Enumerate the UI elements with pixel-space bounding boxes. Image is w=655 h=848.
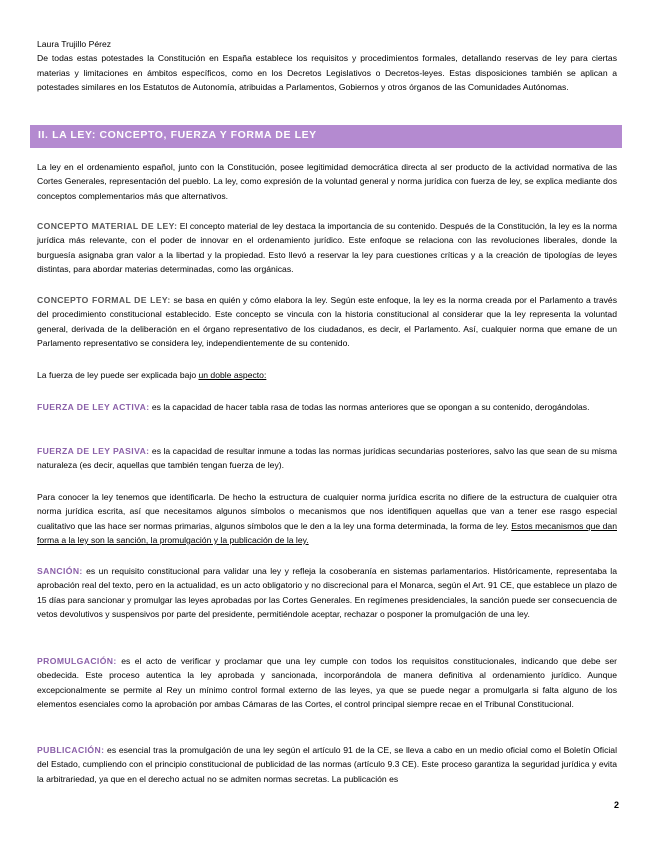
activa-block bbox=[37, 400, 617, 414]
promulgacion-text: es el acto de verificar y proclamar que una ley cumple con todos los requisitos constitucionales, indicando que debe ser obedecida. Este proceso autentica la ley aprobada y sancionada, incorporándola de manera definitiva al ordenamiento jurídico. Aunque excepcionalmente se permite al Rey un mínimo control formal externo de las leyes, ya que se puede negar a promulgarla si falta alguno de los elementos esenciales como la aprobación por ambas Cámaras de las Cortes, el control principal siempre recae en el Tribunal Constitucional. bbox=[37, 656, 617, 709]
activa-term: FUERZA DE LEY ACTIVA: bbox=[37, 402, 150, 412]
section-title: II. LA LEY: CONCEPTO, FUERZA Y FORMA DE LEY bbox=[38, 129, 317, 141]
material-term: CONCEPTO MATERIAL DE LEY: bbox=[37, 221, 178, 231]
pasiva-text: es la capacidad de resultar inmune a todas las normas jurídicas secundarias posteriores, salvo las que sean de su misma naturaleza (es decir, aquellas que también tengan fuerza de ley). bbox=[37, 446, 617, 471]
formal-text: se basa en quién y cómo elabora la ley. Según este enfoque, la ley es la norma creada por el Parlamento a través del procedimiento constitucional establecido. Este concepto se vincula con la historia constitucional al considerar que la ley representa la voluntad general, derivada de la deliberación en el órgano representativo de los ciudadanos, es decir, el Parlamento. Así, cualquier norma que emane de un Parlamento representativo se considera ley, independientemente de su contenido. bbox=[37, 295, 617, 348]
publicacion-paragraph bbox=[37, 743, 617, 786]
pasiva-paragraph bbox=[37, 444, 617, 473]
pasiva-term: FUERZA DE LEY PASIVA: bbox=[37, 446, 150, 456]
pasiva-block bbox=[37, 444, 617, 473]
promulgacion-paragraph bbox=[37, 654, 617, 711]
activa-text: es la capacidad de hacer tabla rasa de todas las normas anteriores que se opongan a su contenido, derogándolas. bbox=[149, 402, 590, 412]
author-name: Laura Trujillo Pérez bbox=[37, 39, 112, 49]
promulgacion-term: PROMULGACIÓN: bbox=[37, 656, 117, 666]
material-block bbox=[37, 219, 617, 276]
formal-term: CONCEPTO FORMAL DE LEY: bbox=[37, 295, 171, 305]
page-number: 2 bbox=[613, 800, 619, 810]
sancion-block bbox=[37, 564, 617, 621]
publicacion-term: PUBLICACIÓN: bbox=[37, 745, 105, 755]
promulgacion-block bbox=[37, 654, 617, 711]
material-paragraph bbox=[37, 219, 617, 276]
activa-paragraph bbox=[37, 400, 617, 414]
section-banner bbox=[30, 125, 622, 148]
fuerza-intro-text: La fuerza de ley puede ser explicada bajo bbox=[37, 370, 199, 380]
forma-block bbox=[37, 490, 617, 547]
forma-paragraph bbox=[37, 490, 617, 547]
formal-block bbox=[37, 293, 617, 350]
sancion-term: SANCIÓN: bbox=[37, 566, 83, 576]
fuerza-intro bbox=[37, 368, 617, 382]
publicacion-block bbox=[37, 743, 617, 786]
material-text: El concepto material de ley destaca la importancia de su contenido. Después de la Constitución, la ley es la norma jurídica más relevante, con el poder de innovar en el ordenamiento jurídico. Este enfoque se relaciona con las revoluciones liberales, donde la burguesía asignaba gran valor a la libertad y la propiedad. Esto llevó a reservar la ley para cuestiones críticas y a la creación de tipologías de leyes distintas, para abordar materias determinadas, como las orgánicas. bbox=[37, 221, 617, 274]
ley-paragraph: La ley en el ordenamiento español, junto con la Constitución, posee legitimidad democrática directa al ser producto de la actividad normativa de las Cortes Generales, representación del pueblo. La ley, como expresión de la voluntad general y norma jurídica con fuerza de ley, se explica mediante dos conceptos complementarios más que alternativos. bbox=[37, 162, 617, 201]
intro-paragraph: De todas estas potestades la Constitución en España establece los requisitos y procedimientos formales, detallando reservas de ley para ciertas materias y limitaciones en ámbitos específicos, como en los Decretos Legislativos o Decretos-leyes. Estas disposiciones también se aplican a potestades similares en los Estatutos de Autonomía, atribuidas a Parlamentos, Gobiernos y otros órganos de las Comunidades Autónomas. bbox=[37, 53, 617, 92]
formal-paragraph bbox=[37, 293, 617, 350]
header-block bbox=[37, 37, 617, 94]
fuerza-intro-block bbox=[37, 368, 617, 382]
forma-text: Para conocer la ley tenemos que identificarla. De hecho la estructura de cualquier norma jurídica escrita no difiere de la estructura de cualquier otra norma jurídica escrita, así que necesitamos algunos símbolos o mecanismos que nos identifiquen aquellas que van a tener ese rasgo especial cualitativo que las hace ser normas primarias, algunos símbolos que le den a la ley una forma determinada, la forma de ley. bbox=[37, 492, 617, 531]
sancion-text: es un requisito constitucional para validar una ley y refleja la cosoberanía en sistemas parlamentarios. Históricamente, representaba la aprobación real del texto, pero en la actualidad, es un acto obligatorio y no discrecional para el Monarca, según el Art. 91 CE, que establece un plazo de 15 días para sancionar y promulgar las leyes aprobadas por las Cortes Generales. En regímenes presidenciales, la sanción puede ser consecuencia de vetos devolutivos y suspensivos por parte del presidente, permitiéndole aceptar, rechazar o posponer la promulgación de una ley. bbox=[37, 566, 617, 619]
fuerza-intro-underlined: un doble aspecto: bbox=[198, 370, 267, 380]
publicacion-text: es esencial tras la promulgación de una ley según el artículo 91 de la CE, se lleva a cabo en un medio oficial como el Boletín Oficial del Estado, cumpliendo con el principio constitucional de publicidad de las normas (artículo 9.3 CE). Este proceso garantiza la seguridad jurídica y evita la arbitrariedad, ya que en el derecho actual no se admiten normas secretas. La publicación es bbox=[37, 745, 617, 784]
sancion-paragraph bbox=[37, 564, 617, 621]
forma-underlined: Estos mecanismos que dan forma a la ley son la sanción, la promulgación y la publicación de la ley. bbox=[37, 520, 617, 545]
ley-paragraph-block bbox=[37, 160, 617, 203]
